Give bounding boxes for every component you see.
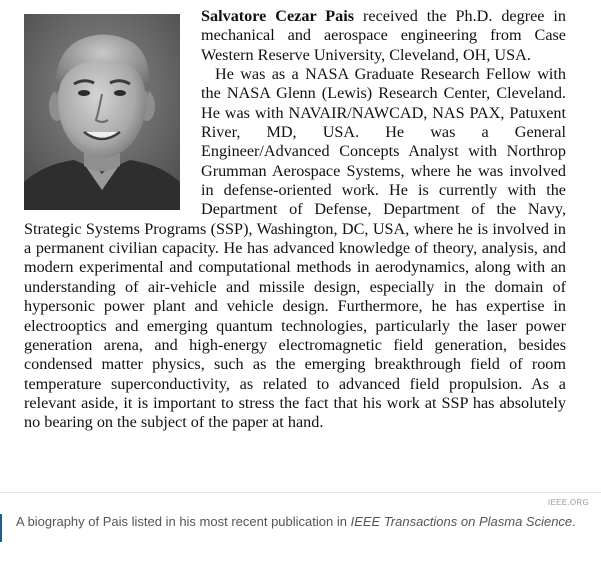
caption-text: A biography of Pais listed in his most recent publication in bbox=[16, 514, 351, 529]
author-name: Salvatore Cezar Pais bbox=[201, 7, 355, 25]
caption-end: . bbox=[572, 514, 576, 529]
caption-accent-bar bbox=[0, 514, 2, 542]
bio-paragraph-2: He was as a NASA Graduate Research Fellow with the NASA Glenn (Lewis) Research Center, Cleveland. He was with NAVAIR/NAWCAD, NAS PAX, Patuxent River, MD, USA. He was a General Engineer/Advanced Concepts Analyst with Northrop Grumman Aerospace Systems, where he was involved in defense-oriented work. He is currently with the Department of Defense, Department of the Navy, Strategic Systems Programs (SSP), Washington, DC, USA, where he is involved in a permanent civilian capacity. He has advanced knowledge of theory, analysis, and modern experimental and computational methods in aerodynamics, along with an understanding of air-vehicle and missile design, especially in the domain of hypersonic power plant and vehicle design. Furthermore, he has expertise in electrooptics and emerging quantum technologies, particularly the laser power generation arena, and high-energy electromagnetic field generation, besides condensed matter physics, such as the emerging breakthrough field of room temperature superconductivity, as related to advanced field propulsion. As a relevant aside, it is important to stress the fact that his work at SSP has absolutely no bearing on the subject of the paper at hand. bbox=[24, 65, 566, 432]
caption-journal: IEEE Transactions on Plasma Science bbox=[350, 514, 573, 529]
image-caption bbox=[16, 514, 576, 529]
image-credit: IEEE.ORG bbox=[547, 498, 589, 507]
caption-divider bbox=[0, 492, 601, 493]
photo-spacer bbox=[24, 7, 201, 210]
bio-paragraph-1-text: received the Ph.D. degree in mechanical and aerospace engineering from Case Western Reserve University, Cleveland, OH, USA. bbox=[201, 7, 566, 64]
biography-text bbox=[24, 7, 566, 433]
